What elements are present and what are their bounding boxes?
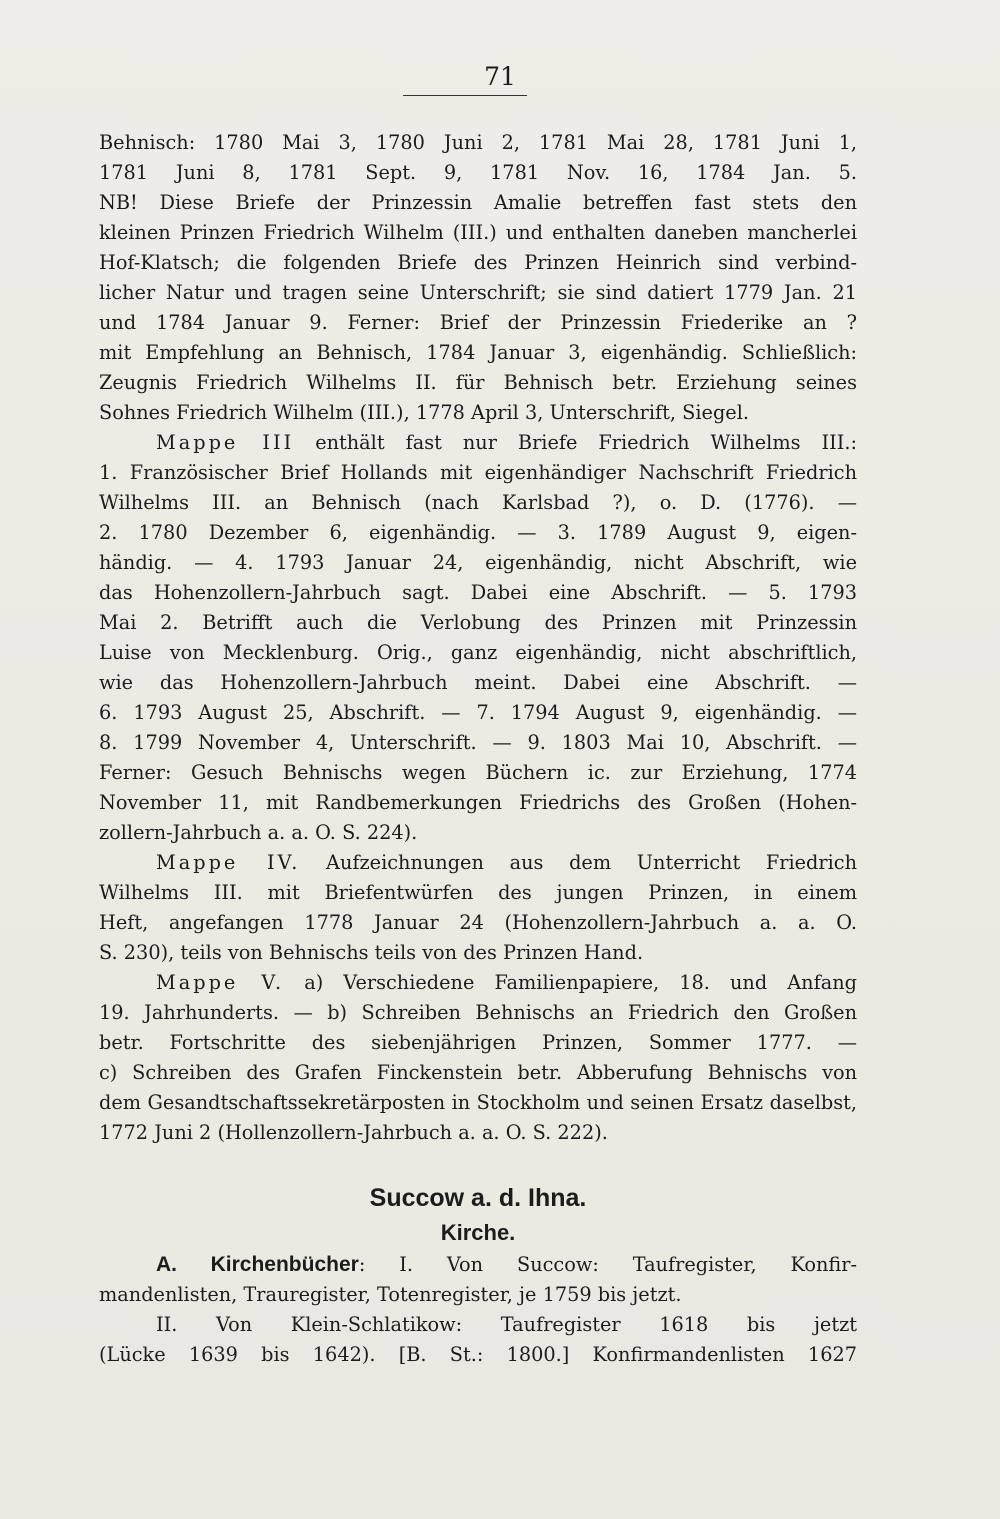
- body-text: [99, 128, 857, 1370]
- text-line: licher Natur und tragen seine Unterschrift; sie sind datiert 1779 Jan. 21: [99, 281, 857, 304]
- text-line: c) Schreiben des Grafen Finckenstein betr. Abberufung Behnischs von: [99, 1061, 857, 1084]
- text-line: 8. 1799 November 4, Unterschrift. — 9. 1803 Mai 10, Abschrift. —: [99, 731, 857, 754]
- text-line: das Hohenzollern-Jahrbuch sagt. Dabei eine Abschrift. — 5. 1793: [99, 581, 857, 604]
- text-line: Mai 2. Betrifft auch die Verlobung des Prinzen mit Prinzessin: [99, 611, 857, 634]
- text-line: 19. Jahrhunderts. — b) Schreiben Behnischs an Friedrich den Großen: [99, 1001, 857, 1024]
- text-line: Wilhelms III. mit Briefentwürfen des jungen Prinzen, in einem: [99, 881, 857, 904]
- mappe-label: Mappe IV.: [156, 851, 301, 874]
- text-line: [99, 1250, 857, 1280]
- text-line-rest: Aufzeichnungen aus dem Unterricht Friedrich: [326, 851, 857, 874]
- text-line: Heft, angefangen 1778 Januar 24 (Hohenzollern-Jahrbuch a. a. O.: [99, 911, 857, 934]
- text-line-rest: enthält fast nur Briefe Friedrich Wilhelms III.:: [315, 431, 857, 454]
- text-line-rest: a) Verschiedene Familienpapiere, 18. und Anfang: [304, 971, 857, 994]
- text-line: 1. Französischer Brief Hollands mit eigenhändiger Nachschrift Friedrich: [99, 461, 857, 484]
- text-line: [99, 848, 857, 878]
- text-line: 1781 Juni 8, 1781 Sept. 9, 1781 Nov. 16, 1784 Jan. 5.: [99, 161, 857, 184]
- text-line: zollern-Jahrbuch a. a. O. S. 224).: [99, 821, 418, 844]
- text-line: [99, 428, 857, 458]
- section-a-heading: A. Kirchenbücher: [156, 1253, 359, 1276]
- place-heading: Succow a. d. Ihna.: [369, 1184, 587, 1212]
- text-line: Luise von Mecklenburg. Orig., ganz eigenhändig, nicht abschriftlich,: [99, 641, 857, 664]
- text-line: mit Empfehlung an Behnisch, 1784 Januar 3, eigenhändig. Schließlich:: [99, 341, 857, 364]
- text-line: II. Von Klein-Schlatikow: Taufregister 1618 bis jetzt: [156, 1313, 857, 1336]
- text-line: Hof-Klatsch; die folgenden Briefe des Prinzen Heinrich sind verbind-: [99, 251, 857, 274]
- text-line: Ferner: Gesuch Behnischs wegen Büchern ic. zur Erziehung, 1774: [99, 761, 857, 784]
- text-line: wie das Hohenzollern-Jahrbuch meint. Dabei eine Abschrift. —: [99, 671, 857, 694]
- text-line: 2. 1780 Dezember 6, eigenhändig. — 3. 1789 August 9, eigen-: [99, 521, 857, 544]
- page-number: 71: [484, 62, 516, 91]
- text-line: Sohnes Friedrich Wilhelm (III.), 1778 April 3, Unterschrift, Siegel.: [99, 401, 750, 424]
- text-line-rest: : I. Von Succow: Taufregister, Konfir-: [358, 1253, 857, 1276]
- mappe-label: Mappe III: [156, 431, 295, 454]
- text-line: S. 230), teils von Behnischs teils von des Prinzen Hand.: [99, 941, 644, 964]
- church-heading: Kirche.: [440, 1220, 516, 1245]
- mappe-label: Mappe V.: [156, 971, 285, 994]
- text-line: 6. 1793 August 25, Abschrift. — 7. 1794 August 9, eigenhändig. —: [99, 701, 857, 724]
- section-spacer: [99, 1148, 857, 1176]
- text-line: [99, 968, 857, 998]
- page-number-rule: [403, 95, 527, 96]
- text-line: NB! Diese Briefe der Prinzessin Amalie betreffen fast stets den: [99, 191, 857, 214]
- text-line: dem Gesandtschaftssekretärposten in Stockholm und seinen Ersatz daselbst,: [99, 1091, 857, 1114]
- text-line: Behnisch: 1780 Mai 3, 1780 Juni 2, 1781 Mai 28, 1781 Juni 1,: [99, 131, 857, 154]
- text-line: kleinen Prinzen Friedrich Wilhelm (III.) und enthalten daneben mancherlei: [99, 221, 857, 244]
- text-line: November 11, mit Randbemerkungen Friedrichs des Großen (Hohen-: [99, 791, 857, 814]
- text-line: Zeugnis Friedrich Wilhelms II. für Behnisch betr. Erziehung seines: [99, 371, 857, 394]
- text-line: mandenlisten, Trauregister, Totenregister, je 1759 bis jetzt.: [99, 1283, 682, 1306]
- text-line: (Lücke 1639 bis 1642). [B. St.: 1800.] Konfirmandenlisten 1627: [99, 1343, 857, 1366]
- text-line: 1772 Juni 2 (Hollenzollern-Jahrbuch a. a. O. S. 222).: [99, 1121, 608, 1144]
- text-line: händig. — 4. 1793 Januar 24, eigenhändig, nicht Abschrift, wie: [99, 551, 857, 574]
- text-line: Wilhelms III. an Behnisch (nach Karlsbad ?), o. D. (1776). —: [99, 491, 857, 514]
- text-line: und 1784 Januar 9. Ferner: Brief der Prinzessin Friederike an ?: [99, 311, 857, 334]
- text-line: betr. Fortschritte des siebenjährigen Prinzen, Sommer 1777. —: [99, 1031, 857, 1054]
